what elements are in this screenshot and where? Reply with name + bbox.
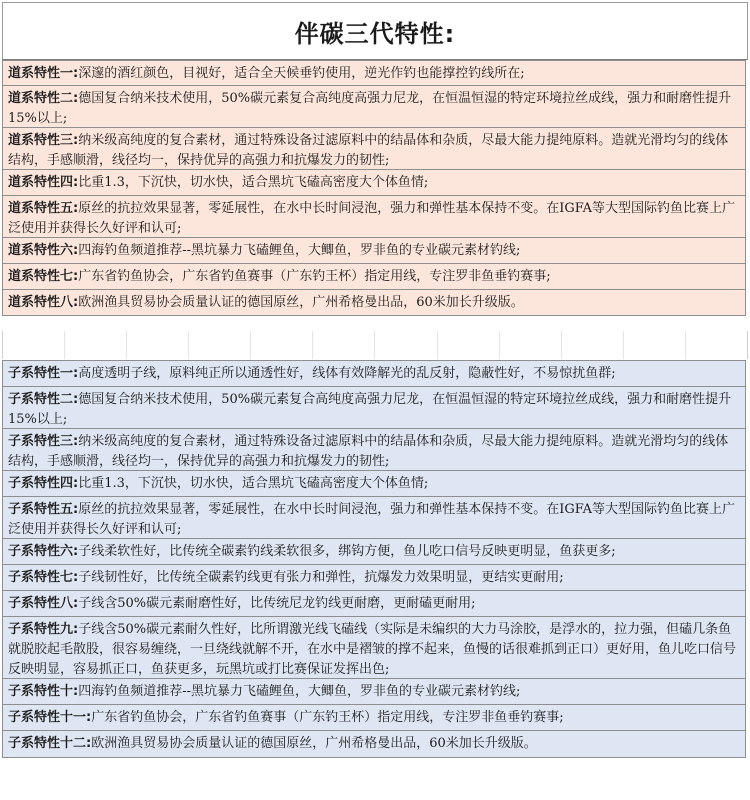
dao-spec-row-text: 欧洲渔具贸易协会质量认证的德国原丝，广州希格曼出品，60米加长升级版。	[78, 295, 524, 310]
zi-spec-row-label: 子系特性六:	[8, 544, 79, 559]
dao-spec-row	[2, 196, 746, 238]
zi-spec-row-label: 子系特性十一:	[8, 710, 92, 725]
zi-spec-row-text: 高度透明子线，原料纯正所以通透性好，线体有效降解光的乱反射，隐蔽性好，不易惊扰鱼群;	[78, 366, 616, 381]
zi-spec-row	[2, 565, 746, 591]
zi-spec-row-text: 子线含50%碳元素耐久性好，比所谓激光线飞磕线（实际是未编织的大力马涂胶，是浮水的，拉力强，但磕几条鱼就脱胶起毛散股，很容易缠绕，一旦绕线就解不开，在水中是褶皱的撑不起来，鱼慢的话很难抓到正口）更好用，鱼儿吃口信号反映明显，容易抓正口，鱼获更多，玩黑坑或打比赛保证发挥出色;	[8, 622, 737, 677]
zi-spec-row	[2, 679, 746, 705]
dao-spec-table	[2, 60, 746, 316]
zi-spec-row-text: 子线含50%碳元素耐磨性好，比传统尼龙钓线更耐磨，更耐磕更耐用;	[78, 596, 476, 611]
zi-spec-row-text: 广东省钓鱼协会，广东省钓鱼赛事（广东钓王杯）指定用线，专注罗非鱼垂钓赛事;	[91, 710, 564, 725]
dao-spec-row-label: 道系特性八:	[8, 295, 79, 310]
zi-spec-row-label: 子系特性九:	[8, 622, 79, 637]
dao-spec-row-text: 纳米级高纯度的复合素材，通过特殊设备过滤原料中的结晶体和杂质，尽最大能力提纯原料。造就光滑均匀的线体结构，手感顺滑，线径均一，保持优异的高强力和抗爆发力的韧性;	[8, 133, 729, 168]
zi-spec-row-text: 子线韧性好，比传统全碳素钓线更有张力和弹性，抗爆发力效果明显，更结实更耐用;	[78, 570, 564, 585]
dao-spec-row-text: 深邃的酒红颜色，目视好，适合全天候垂钓使用，逆光作钓也能撑控钓线所在;	[78, 66, 525, 81]
zi-spec-row-label: 子系特性二:	[8, 392, 79, 407]
dao-spec-row	[2, 128, 746, 170]
dao-spec-row-label: 道系特性一:	[8, 66, 79, 81]
zi-spec-row-text: 纳米级高纯度的复合素材，通过特殊设备过滤原料中的结晶体和杂质，尽最大能力提纯原料。造就光滑均匀的线体结构，手感顺滑，线径均一，保持优异的高强力和抗爆发力的韧性;	[8, 434, 729, 469]
dao-spec-row-text: 比重1.3，下沉快，切水快，适合黑坑飞磕高密度大个体鱼情;	[78, 175, 429, 190]
zi-spec-row-label: 子系特性五:	[8, 502, 79, 517]
zi-spec-row	[2, 617, 746, 679]
spacer-row	[2, 331, 748, 359]
zi-spec-row-label: 子系特性八:	[8, 596, 79, 611]
zi-spec-row-text: 欧洲渔具贸易协会质量认证的德国原丝，广州希格曼出品，60米加长升级版。	[91, 736, 537, 751]
dao-spec-row-text: 原丝的抗拉效果显著，零延展性，在水中长时间浸泡，强力和弹性基本保持不变。在IGFA等大型国际钓鱼比赛上广泛使用并获得长久好评和认可;	[8, 201, 736, 236]
dao-spec-row	[2, 238, 746, 264]
dao-spec-row	[2, 170, 746, 196]
zi-spec-row-label: 子系特性十二:	[8, 736, 92, 751]
dao-spec-row	[2, 60, 746, 86]
dao-spec-row-label: 道系特性二:	[8, 91, 79, 106]
dao-spec-row-label: 道系特性四:	[8, 175, 79, 190]
zi-spec-row-text: 子线柔软性好，比传统全碳素钓线柔软很多，绑钩方便，鱼儿吃口信号反映更明显，鱼获更多;	[78, 544, 616, 559]
dao-spec-row	[2, 290, 746, 316]
zi-spec-row-label: 子系特性一:	[8, 366, 79, 381]
dao-spec-row-label: 道系特性六:	[8, 243, 79, 258]
dao-spec-row-label: 道系特性五:	[8, 201, 79, 216]
page-title: 伴碳三代特性:	[2, 2, 748, 60]
zi-spec-row	[2, 471, 746, 497]
dao-spec-row-text: 广东省钓鱼协会，广东省钓鱼赛事（广东钓王杯）指定用线，专注罗非鱼垂钓赛事;	[78, 269, 551, 284]
zi-spec-row-label: 子系特性四:	[8, 476, 79, 491]
zi-spec-row-label: 子系特性三:	[8, 434, 79, 449]
zi-spec-row-text: 四海钓鱼频道推荐--黑坑暴力飞磕鲤鱼，大鲫鱼，罗非鱼的专业碳元素材钓线;	[78, 684, 521, 699]
zi-spec-row	[2, 539, 746, 565]
zi-spec-table	[2, 360, 746, 758]
zi-spec-row	[2, 591, 746, 617]
zi-spec-row-text: 德国复合纳米技术使用，50%碳元素复合高纯度高强力尼龙，在恒温恒湿的特定环境拉丝成线，强力和耐磨性提升15%以上;	[8, 392, 732, 427]
zi-spec-row	[2, 731, 746, 758]
zi-spec-row	[2, 497, 746, 539]
zi-spec-row-label: 子系特性十:	[8, 684, 79, 699]
zi-spec-row	[2, 429, 746, 471]
dao-spec-row-text: 德国复合纳米技术使用，50%碳元素复合高纯度高强力尼龙，在恒温恒湿的特定环境拉丝成线，强力和耐磨性提升15%以上;	[8, 91, 732, 126]
dao-spec-row-label: 道系特性七:	[8, 269, 79, 284]
zi-spec-row-text: 原丝的抗拉效果显著，零延展性，在水中长时间浸泡，强力和弹性基本保持不变。在IGFA等大型国际钓鱼比赛上广泛使用并获得长久好评和认可;	[8, 502, 736, 537]
zi-spec-row	[2, 387, 746, 429]
dao-spec-row	[2, 264, 746, 290]
zi-spec-row-text: 比重1.3，下沉快，切水快，适合黑坑飞磕高密度大个体鱼情;	[78, 476, 429, 491]
dao-spec-row	[2, 86, 746, 128]
dao-spec-row-text: 四海钓鱼频道推荐--黑坑暴力飞磕鲤鱼，大鲫鱼，罗非鱼的专业碳元素材钓线;	[78, 243, 521, 258]
dao-spec-row-label: 道系特性三:	[8, 133, 79, 148]
zi-spec-row	[2, 705, 746, 731]
zi-spec-row-label: 子系特性七:	[8, 570, 79, 585]
zi-spec-row	[2, 360, 746, 387]
